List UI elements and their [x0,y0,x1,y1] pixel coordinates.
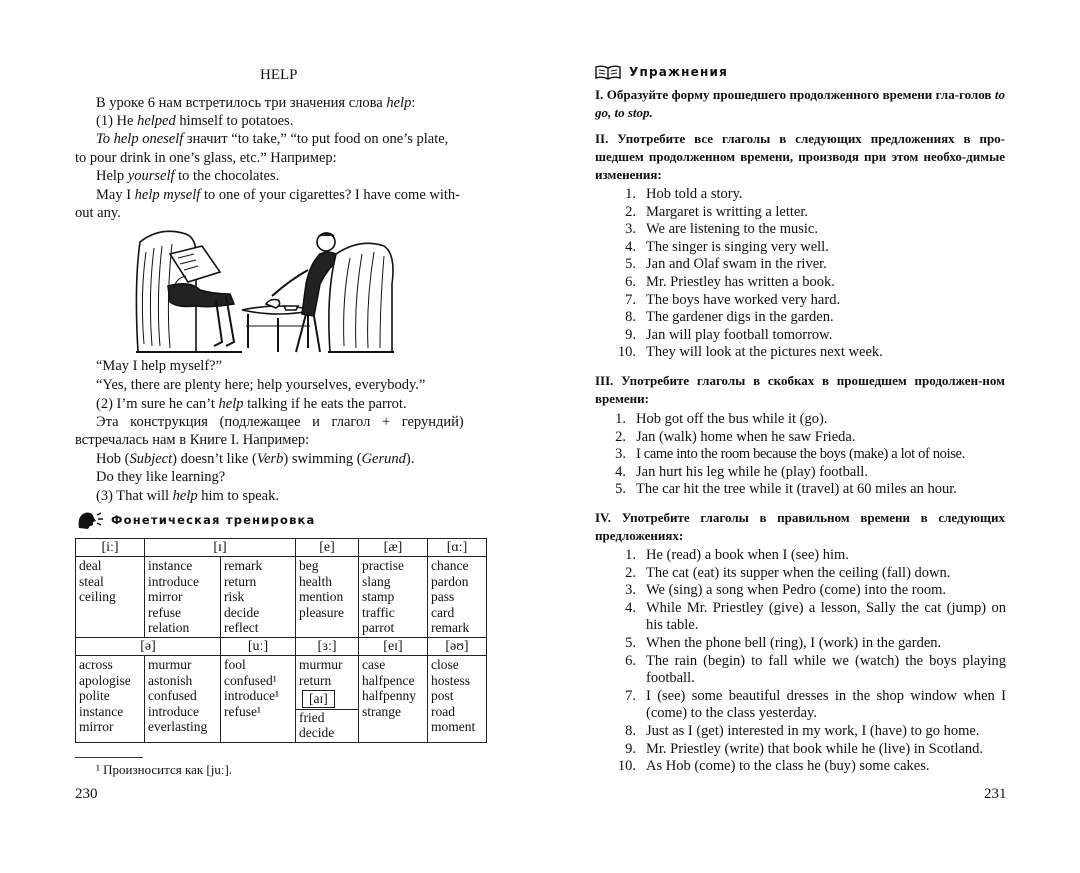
text-line: “Yes, there are plenty here; help yourselves, everybody.” [96,377,426,393]
text-line: (2) I’m sure he can’t help talking if he eats the parrot. [96,396,407,412]
table-cell: instance introduce mirror refuse relation [145,557,221,638]
open-book-icon [595,64,621,80]
list-item: 10 . As Hob (come) to the class he (buy) some cakes. [618,758,1006,776]
text-line: встречалась нам в Книге I. Например: [75,432,310,448]
list-item: 10 . They will look at the pictures next week. [618,344,883,362]
list-item: 2 . Jan (walk) home when he saw Frieda. [608,429,1008,447]
list-item: 1 . He (read) a book when I (see) him. [618,547,1006,565]
table-header-cell: [uː] [221,637,296,655]
table-cell: remark return risk decide reflect [221,557,296,638]
text-line: To help oneself значит “to take,” “to put food on one’s plate, [96,131,449,147]
phonetics-table [75,538,487,743]
table-header-cell: [əʊ] [428,637,487,655]
list-item: 7 . The boys have worked very hard. [618,292,883,310]
table-cell: murmur return [aɪ] fried decide [296,655,359,742]
list-item: 9 . Mr. Priestley (write) that book while he (live) in Scotland. [618,741,1006,759]
list-item: 5 . When the phone bell (ring), I (work) in the garden. [618,635,1006,653]
text-line: to pour drink in one’s glass, etc.” Например: [75,150,337,166]
table-cell: close hostess post road moment [428,655,487,742]
list-item: 3 . We (sing) a song when Pedro (come) into the room. [618,582,1006,600]
table-cell: chance pardon pass card remark [428,557,487,638]
exercise-2-list [618,186,883,362]
text-line: May I help myself to one of your cigarettes? I have come with- [96,187,461,203]
table-header-cell: [eɪ] [359,637,428,655]
phonetics-title: Фонетическая тренировка [111,513,316,527]
table-cell: murmur astonish confused introduce everlasting [145,655,221,742]
table-cell: case halfpence halfpenny strange [359,655,428,742]
table-header-cell: [iː] [76,539,145,557]
list-item: 4 . The singer is singing very well. [618,239,883,257]
text-line: out any. [75,205,121,221]
table-cell: across apologise polite instance mirror [76,655,145,742]
text-line: Help yourself to the chocolates. [96,168,280,184]
text-line: В уроке 6 нам встретилось три значения слова help: [96,95,416,111]
table-header-cell: [ə] [76,637,221,655]
list-item: 3 . I came into the room because the boys (make) a lot of noise. [608,446,1008,464]
list-item: 8 . The gardener digs in the garden. [618,309,883,327]
list-item: 6 . The rain (begin) to fall while we (watch) the boys playing football. [618,653,1006,688]
list-item: 8 . Just as I (get) interested in my work, I (have) to go home. [618,723,1006,741]
footnote-divider [75,757,143,758]
exercises-title: Упражнения [629,65,729,79]
list-item: 2 . Margaret is writting a letter. [618,204,883,222]
exercise-2-instruction: II. Употребите все глаголы в следующих предложениях в про-шедшем продолженном времени, производя при этом необхо-димые изменения: [595,131,1005,182]
illustration-two-men-armchairs [130,224,400,359]
list-item: 6 . Mr. Priestley has written a book. [618,274,883,292]
phonetics-header [75,510,316,530]
table-header-cell: [æ] [359,539,428,557]
table-header-cell: [ɜː] [296,637,359,655]
list-item: 9 . Jan will play football tomorrow. [618,327,883,345]
list-item: 5 . The car hit the tree while it (travel) at 60 miles an hour. [608,481,1008,499]
list-item: 4 . Jan hurt his leg while he (play) football. [608,464,1008,482]
table-header-cell: [e] [296,539,359,557]
page-number: 230 [75,786,98,802]
table-header-cell: [ɪ] [145,539,296,557]
list-item: 4 . While Mr. Priestley (give) a lesson, Sally the cat (jump) on his table. [618,600,1006,635]
table-header-cell: [ɑː] [428,539,487,557]
table-subheader: [aɪ] [302,690,335,708]
table-cell: deal steal ceiling [76,557,145,638]
footnote: ¹ Произносится как [juː]. [96,762,233,777]
list-item: 2 . The cat (eat) its supper when the ceiling (fall) down. [618,565,1006,583]
text-line: (1) He helped himself to potatoes. [96,113,294,129]
exercise-1-instruction: I. Образуйте форму прошедшего продолженного времени гла-голов to go, to stop. [595,87,1005,120]
table-cell: practise slang stamp traffic parrot [359,557,428,638]
text-line: “May I help myself?” [96,358,223,374]
exercises-header [595,64,728,80]
text-line: Эта конструкция (подлежащее и глагол + герундий) [96,414,464,430]
list-item: 3 . We are listening to the music. [618,221,883,239]
text-line: Hob (Subject) doesn’t like (Verb) swimming (Gerund). [96,451,415,467]
text-line: (3) That will help him to speak. [96,488,279,504]
section-heading: HELP [260,67,298,83]
list-item: 7 . I (see) some beautiful dresses in the shop window when I (come) to the class yesterday. [618,688,1006,723]
exercise-4-instruction: IV. Употребите глаголы в правильном времени в следующих предложениях: [595,510,1005,543]
table-cell: beg health mention pleasure [296,557,359,638]
speaking-head-icon [75,510,103,530]
text-line: Do they like learning? [96,469,226,485]
table-cell: fool confused¹ introduce¹ refuse¹ [221,655,296,742]
list-item: 5 . Jan and Olaf swam in the river. [618,256,883,274]
exercise-3-list [608,411,1008,499]
page-number: 231 [984,786,1007,802]
exercise-4-list [618,547,1006,776]
exercise-3-instruction: III. Употребите глаголы в скобках в прошедшем продолжен-ном времени: [595,373,1005,406]
list-item: 1 . Hob got off the bus while it (go). [608,411,1008,429]
list-item: 1 . Hob told a story. [618,186,883,204]
